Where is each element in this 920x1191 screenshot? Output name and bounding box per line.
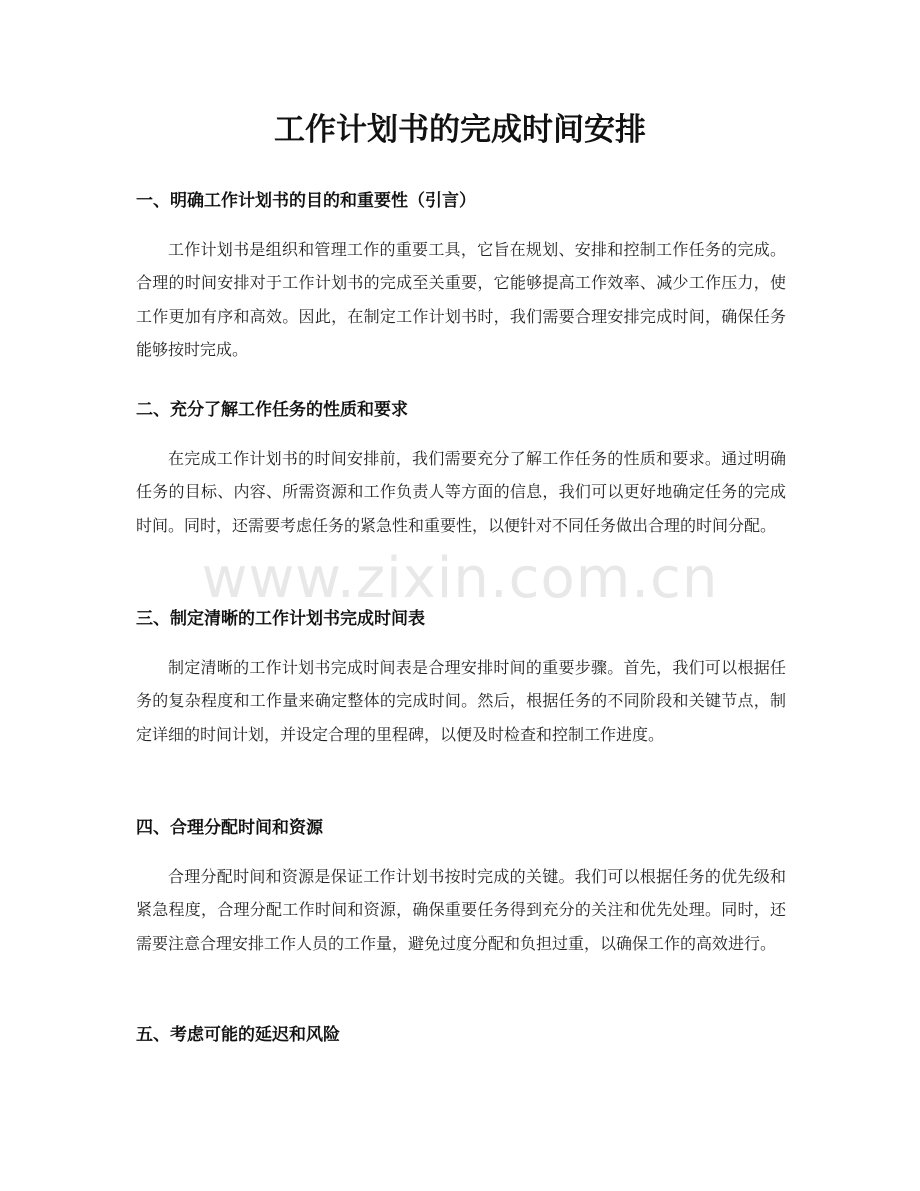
section-heading-2: 二、充分了解工作任务的性质和要求 (136, 400, 408, 420)
watermark: www.zixin.com.cn (201, 546, 719, 611)
section-paragraph-4: 合理分配时间和资源是保证工作计划书按时完成的关键。我们可以根据任务的优先级和紧急程度，合理分配工作时间和资源，确保重要任务得到充分的关注和优先处理。同时，还需要注意合理安排工作人员的工作量，避免过度分配和负担过重，以确保工作的高效进行。 (136, 867, 786, 953)
section-heading-3: 三、制定清晰的工作计划书完成时间表 (136, 609, 425, 629)
document-title: 工作计划书的完成时间安排 (274, 112, 646, 148)
section-paragraph-2: 在完成工作计划书的时间安排前，我们需要充分了解工作任务的性质和要求。通过明确任务的目标、内容、所需资源和工作负责人等方面的信息，我们可以更好地确定任务的完成时间。同时，还需要考虑任务的紧急性和重要性，以便针对不同任务做出合理的时间分配。 (136, 449, 786, 535)
section-heading-5: 五、考虑可能的延迟和风险 (136, 1025, 340, 1045)
section-paragraph-1: 工作计划书是组织和管理工作的重要工具，它旨在规划、安排和控制工作任务的完成。合理的时间安排对于工作计划书的完成至关重要，它能够提高工作效率、减少工作压力，使工作更加有序和高效。因此，在制定工作计划书时，我们需要合理安排完成时间，确保任务能够按时完成。 (136, 240, 786, 360)
section-paragraph-3: 制定清晰的工作计划书完成时间表是合理安排时间的重要步骤。首先，我们可以根据任务的复杂程度和工作量来确定整体的完成时间。然后，根据任务的不同阶段和关键节点，制定详细的时间计划，并设定合理的里程碑，以便及时检查和控制工作进度。 (136, 658, 786, 744)
section-heading-4: 四、合理分配时间和资源 (136, 818, 323, 838)
section-heading-1: 一、明确工作计划书的目的和重要性（引言） (136, 191, 476, 211)
